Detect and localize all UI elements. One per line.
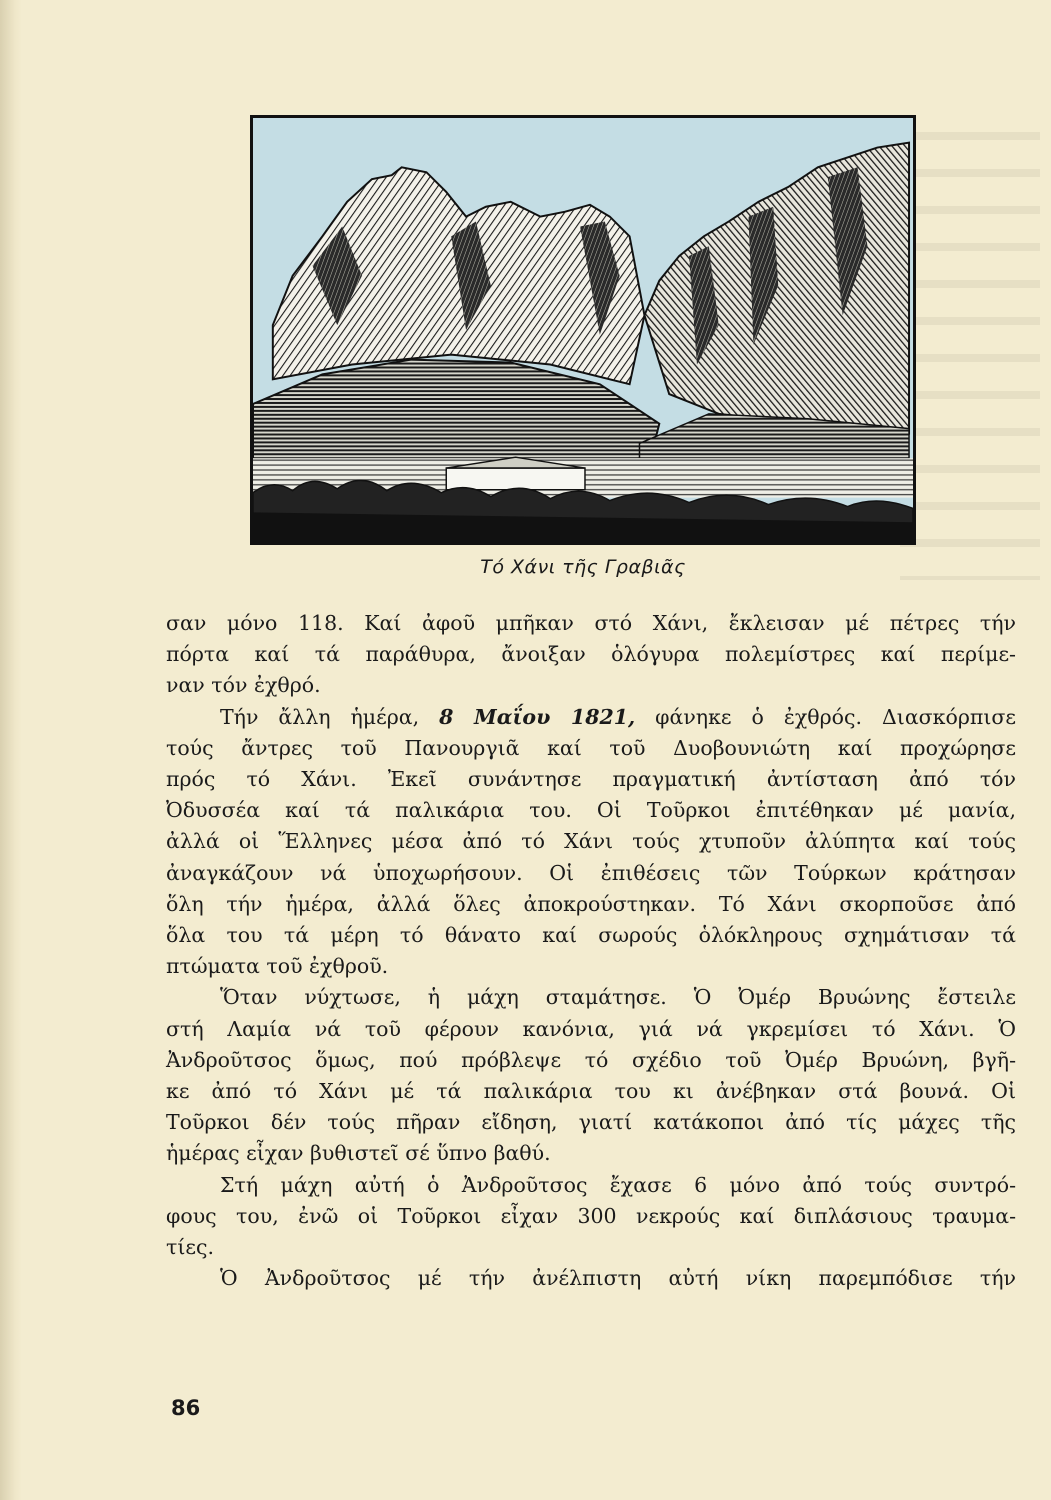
text-line: τίες. bbox=[166, 1235, 214, 1260]
illustration-caption: Τό Χάνι τῆς Γραβιᾶς bbox=[480, 556, 686, 578]
illustration-khan-of-gravia bbox=[250, 115, 916, 545]
text-fragment: Τήν ἄλλη ἡμέρα, bbox=[220, 704, 440, 729]
text-line: ναν τόν ἐχθρό. bbox=[166, 673, 321, 698]
text-line: πτώματα τοῦ ἐχθροῦ. bbox=[166, 954, 389, 979]
text-line: σαν μόνο 118. Καί ἀφοῦ μπῆκαν στό Χάνι, ἔκλεισαν μέ πέτρες τήν bbox=[166, 611, 1016, 635]
text-line: τούς ἄντρες τοῦ Πανουργιᾶ καί τοῦ Δυοβουνιώτη καί προχώρησε bbox=[166, 735, 1016, 760]
text-line: στή Λαμία νά τοῦ φέρουν κανόνια, γιά νά γκρεμίσει τό Χάνι. Ὁ bbox=[166, 1016, 1016, 1041]
text-line: Ἀνδροῦτσος ὅμως, πού πρόβλεψε τό σχέδιο τοῦ Ὀμέρ Βρυώνη, βγῆ- bbox=[166, 1047, 1016, 1072]
text-line: κε ἀπό τό Χάνι μέ τά παλικάρια του κι ἀνέβηκαν στά βουνά. Οἱ bbox=[166, 1079, 1016, 1104]
text-line: Στή μάχη αὐτή ὁ Ἀνδροῦτσος ἔχασε 6 μόνο ἀπό τούς συντρό- bbox=[220, 1172, 1016, 1197]
text-line: ὅλη τήν ἡμέρα, ἀλλά ὅλες ἀποκρούστηκαν. Τό Χάνι σκορποῦσε ἀπό bbox=[166, 891, 1016, 916]
text-line: Ὁ Ἀνδροῦτσος μέ τήν ἀνέλπιστη αὐτή νίκη παρεμπόδισε τήν bbox=[220, 1266, 1016, 1291]
text-line: Τοῦρκοι δέν τούς πῆραν εἴδηση, γιατί κατάκοποι ἀπό τίς μάχες τῆς bbox=[166, 1110, 1016, 1135]
text-line: πρός τό Χάνι. Ἐκεῖ συνάντησε πραγματική ἀντίσταση ἀπό τόν bbox=[166, 767, 1016, 792]
text-line: φους του, ἐνῶ οἱ Τοῦρκοι εἶχαν 300 νεκρούς καί διπλάσιους τραυμα- bbox=[166, 1203, 1016, 1228]
text-line bbox=[166, 702, 1016, 733]
body-text bbox=[166, 608, 1016, 1294]
text-line: πόρτα καί τά παράθυρα, ἄνοιξαν ὁλόγυρα πολεμίστρες καί περίμε- bbox=[166, 642, 1016, 667]
text-line: ἀλλά οἱ Ἕλληνες μέσα ἀπό τό Χάνι τούς χτυποῦν ἀλύπητα καί τούς bbox=[166, 829, 1016, 854]
text-line: ἡμέρας εἶχαν βυθιστεῖ σέ ὕπνο βαθύ. bbox=[166, 1141, 551, 1166]
show-through-text bbox=[900, 110, 1040, 580]
mountain-engraving bbox=[253, 118, 913, 542]
page-edge bbox=[0, 0, 22, 1500]
text-line: ἀναγκάζουν νά ὑποχωρήσουν. Οἱ ἐπιθέσεις τῶν Τούρκων κράτησαν bbox=[166, 860, 1016, 885]
page-number: 86 bbox=[171, 1396, 201, 1420]
text-line: Ὅταν νύχτωσε, ἡ μάχη σταμάτησε. Ὁ Ὀμέρ Βρυώνης ἔστειλε bbox=[220, 985, 1016, 1010]
text-line: ὅλα του τά μέρη τό θάνατο καί σωρούς ὁλόκληρους σχημάτισαν τά bbox=[166, 923, 1016, 948]
text-fragment: φάνηκε ὁ ἐχθρός. Διασκόρπισε bbox=[635, 704, 1017, 729]
date-emphasis: 8 Μαΐου 1821, bbox=[439, 704, 636, 729]
text-line: Ὀδυσσέα καί τά παλικάρια του. Οἱ Τοῦρκοι ἐπιτέθηκαν μέ μανία, bbox=[166, 798, 1016, 823]
